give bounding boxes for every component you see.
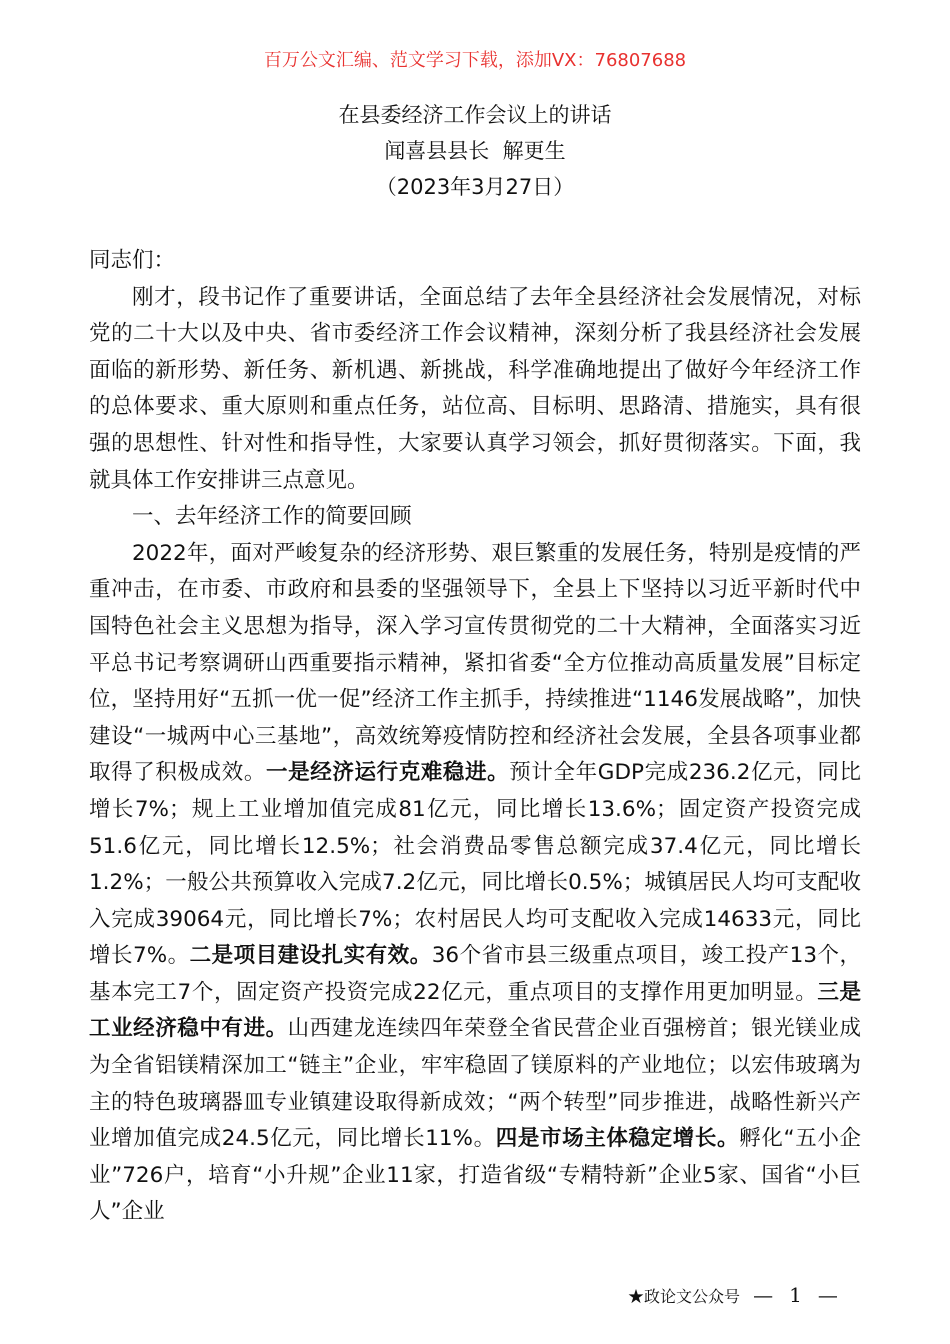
page-footer xyxy=(628,1283,846,1307)
dash-left: — xyxy=(753,1283,774,1307)
point-2-text: 36个省市县三级重点项目，竣工投产13个，基本完工7个，固定资产投资完成22亿元，重点项目的支撑作用更加明显。 xyxy=(89,943,862,1005)
document-header xyxy=(0,97,950,205)
paragraph-review xyxy=(89,536,861,1231)
point-1-heading: 一是经济运行克难稳进。 xyxy=(265,760,510,786)
paragraph-opening: 刚才，段书记作了重要讲话，全面总结了去年全县经济社会发展情况，对标党的二十大以及中央、省市委经济工作会议精神，深刻分析了我县经济社会发展面临的新形势、新任务、新机遇、新挑战，科学准确地提出了做好今年经济工作的总体要求、重大原则和重点任务，站位高、目标明、思路清、措施实，具有很强的思想性、针对性和指导性，大家要认真学习领会，抓好贯彻落实。下面，我就具体工作安排讲三点意见。 xyxy=(89,284,861,493)
document-title: 在县委经济工作会议上的讲话 xyxy=(338,103,612,127)
watermark-banner: 百万公文汇编、范文学习下载，添加VX：76807688 xyxy=(263,50,687,71)
section-heading-1: 一、去年经济工作的简要回顾 xyxy=(132,504,412,530)
review-intro: 2022年，面对严峻复杂的经济形势、艰巨繁重的发展任务，特别是疫情的严重冲击，在市委、市政府和县委的坚强领导下，全县上下坚持以习近平新时代中国特色社会主义思想为指导，深入学习宣传贯彻党的二十大精神，全面落实习近平总书记考察调研山西重要指示精神，紧扣省委“全方位推动高质量发展”目标定位，坚持用好“五抓一优一促”经济工作主抓手，持续推进“1146发展战略”，加快建设“一城两中心三基地”，高效统筹疫情防控和经济社会发展，全县各项事业都取得了积极成效。 xyxy=(89,540,861,786)
speaker-line: 闻喜县县长 解更生 xyxy=(384,139,566,163)
page-number: 1 xyxy=(789,1283,802,1307)
point-4-text: 孵化“五小企业”726户，培育“小升规”企业11家，打造省级“专精特新”企业5家、国省“小巨人”企业 xyxy=(89,1126,861,1225)
document-body xyxy=(89,243,861,1231)
point-3-text: 山西建龙连续四年荣登全省民营企业百强榜首；银光镁业成为全省铝镁精深加工“链主”企业，牢牢稳固了镁原料的产业地位；以宏伟玻璃为主的特色玻璃器皿专业镇建设取得新成效；“两个转型”同步推进，战略性新兴产业增加值完成24.5亿元，同比增长11%。 xyxy=(89,1016,861,1152)
dash-right: — xyxy=(817,1283,838,1307)
point-3-heading: 三是工业经济稳中有进。 xyxy=(89,979,861,1042)
salutation: 同志们： xyxy=(89,248,176,273)
footer-source: ★政论文公众号 xyxy=(628,1287,741,1306)
point-4-heading: 四是市场主体稳定增长。 xyxy=(495,1126,740,1152)
point-2-heading: 二是项目建设扎实有效。 xyxy=(189,943,432,969)
speech-date: （2023年3月27日） xyxy=(375,175,575,199)
point-1-text: 预计全年GDP完成236.2亿元，同比增长7%；规上工业增加值完成81亿元，同比增长13.6%；固定资产投资完成51.6亿元，同比增长12.5%；社会消费品零售总额完成37.4亿元，同比增长1.2%；一般公共预算收入完成7.2亿元，同比增长0.5%；城镇居民人均可支配收入完成39064元，同比增长7%；农村居民人均可支配收入完成14633元，同比增长7%。 xyxy=(89,760,861,969)
